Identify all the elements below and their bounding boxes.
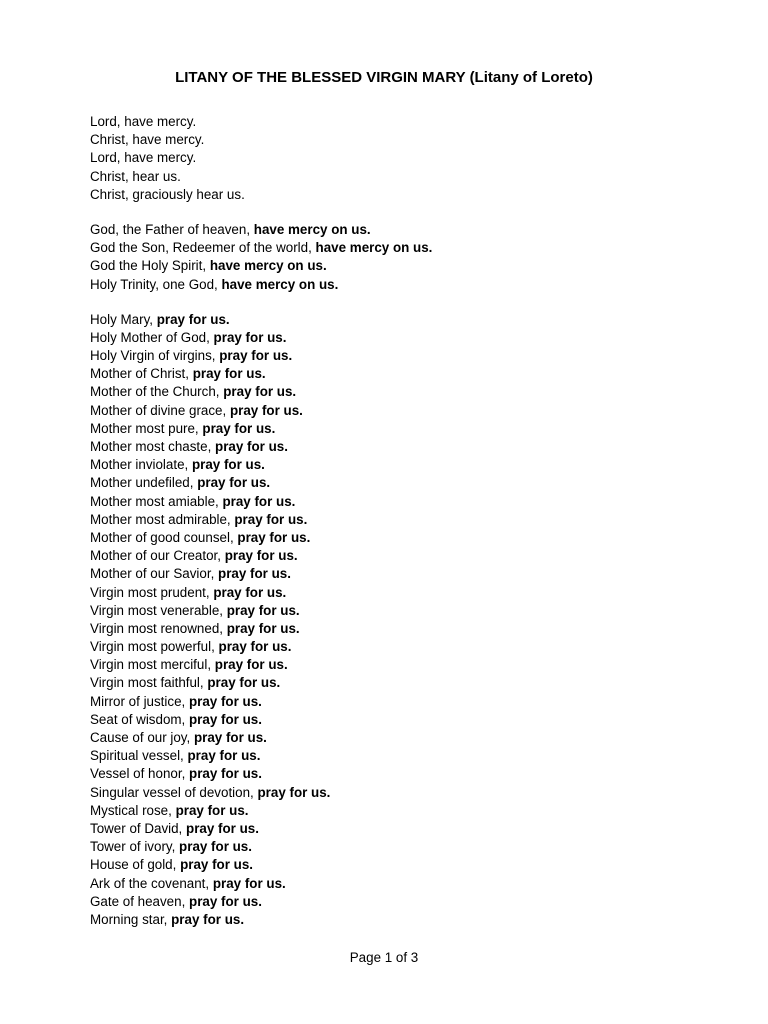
response-text: pray for us. (215, 439, 288, 454)
litany-line (90, 674, 710, 692)
invocation-text: Lord, have mercy. (90, 150, 197, 166)
response-text: pray for us. (226, 602, 300, 618)
response-text: pray for us. (193, 730, 267, 745)
litany-line (90, 365, 710, 383)
invocation-text: Virgin most faithful, (90, 675, 208, 691)
litany-section (90, 311, 710, 929)
invocation-text: Mother of Christ, (90, 366, 193, 382)
invocation-text: Seat of wisdom, (90, 711, 189, 727)
litany-line (90, 511, 710, 529)
response-text: pray for us. (180, 857, 254, 873)
response-text: pray for us. (213, 329, 287, 345)
litany-line (90, 383, 710, 401)
response-text: pray for us. (179, 839, 252, 855)
litany-line (90, 311, 710, 329)
litany-line (90, 802, 710, 820)
response-text: pray for us. (189, 711, 262, 727)
invocation-text: House of gold, (90, 857, 181, 873)
litany-line (90, 493, 710, 511)
litany-line (90, 656, 710, 674)
response-text: pray for us. (224, 548, 298, 564)
invocation-text: Mother of the Church, (90, 384, 224, 400)
invocation-text: Tower of David, (90, 820, 187, 836)
response-text: pray for us. (213, 584, 287, 600)
litany-line (90, 856, 710, 874)
response-text: pray for us. (214, 657, 288, 673)
response-text: pray for us. (175, 802, 249, 818)
invocation-text: Virgin most merciful, (90, 657, 215, 673)
litany-line (90, 620, 710, 638)
invocation-text: Virgin most venerable, (90, 602, 227, 618)
invocation-text: Christ, have mercy. (90, 132, 205, 148)
litany-line (90, 276, 710, 294)
invocation-text: Mirror of justice, (90, 693, 189, 709)
response-text: pray for us. (237, 529, 311, 545)
litany-line (90, 911, 710, 929)
litany-line (90, 402, 710, 420)
litany-line (90, 838, 710, 856)
response-text: pray for us. (226, 620, 300, 636)
litany-body (90, 113, 710, 946)
invocation-text: Mystical rose, (90, 802, 176, 818)
response-text: pray for us. (257, 784, 331, 800)
litany-section (90, 221, 710, 294)
response-text: pray for us. (202, 420, 276, 436)
response-text: pray for us. (189, 893, 262, 909)
litany-line (90, 729, 710, 747)
invocation-text: Mother of divine grace, (90, 402, 230, 418)
response-text: pray for us. (229, 402, 303, 418)
invocation-text: Lord, have mercy. (90, 114, 197, 129)
litany-line (90, 547, 710, 565)
litany-line (90, 602, 710, 620)
litany-line (90, 711, 710, 729)
invocation-text: Holy Mother of God, (90, 329, 214, 345)
litany-line (90, 221, 710, 239)
invocation-text: Virgin most powerful, (90, 639, 219, 655)
litany-line (90, 131, 710, 149)
invocation-text: God the Holy Spirit, (90, 258, 210, 274)
litany-line (90, 347, 710, 365)
litany-line (90, 257, 710, 275)
response-text: pray for us. (234, 511, 308, 527)
invocation-text: Ark of the covenant, (90, 875, 213, 891)
litany-line (90, 529, 710, 547)
invocation-text: Mother undefiled, (90, 475, 198, 491)
response-text: pray for us. (187, 748, 261, 764)
response-text: pray for us. (218, 566, 291, 582)
response-text: pray for us. (186, 820, 259, 836)
litany-line (90, 638, 710, 656)
response-text: pray for us. (218, 639, 292, 655)
invocation-text: Gate of heaven, (90, 893, 190, 909)
invocation-text: Mother most amiable, (90, 493, 223, 509)
invocation-text: God, the Father of heaven, (90, 221, 254, 237)
page-title: LITANY OF THE BLESSED VIRGIN MARY (Litany of Loreto) (175, 69, 593, 86)
litany-line (90, 113, 710, 131)
response-text: pray for us. (223, 384, 297, 400)
litany-line (90, 584, 710, 602)
response-text: have mercy on us. (221, 276, 339, 292)
response-text: pray for us. (207, 675, 281, 691)
response-text: pray for us. (222, 493, 296, 509)
response-text: pray for us. (191, 457, 265, 473)
litany-section (90, 113, 710, 204)
invocation-text: Christ, hear us. (90, 168, 181, 184)
response-text: have mercy on us. (253, 221, 371, 237)
invocation-text: Tower of ivory, (90, 839, 180, 855)
litany-line (90, 456, 710, 474)
response-text: pray for us. (189, 766, 262, 782)
litany-line (90, 765, 710, 783)
invocation-text: Virgin most prudent, (90, 584, 214, 600)
litany-line (90, 149, 710, 167)
litany-line (90, 693, 710, 711)
invocation-text: Holy Virgin of virgins, (90, 348, 220, 364)
litany-line (90, 438, 710, 456)
response-text: pray for us. (188, 693, 262, 709)
invocation-text: Morning star, (90, 911, 172, 927)
invocation-text: Cause of our joy, (90, 730, 194, 745)
litany-line (90, 168, 710, 186)
invocation-text: Holy Trinity, one God, (90, 276, 222, 292)
litany-line (90, 893, 710, 911)
invocation-text: Mother of good counsel, (90, 529, 238, 545)
invocation-text: Mother most chaste, (90, 439, 216, 454)
invocation-text: Singular vessel of devotion, (90, 784, 258, 800)
invocation-text: Mother of our Creator, (90, 548, 225, 564)
response-text: pray for us. (171, 911, 245, 927)
response-text: pray for us. (192, 366, 266, 382)
invocation-text: God the Son, Redeemer of the world, (90, 240, 316, 256)
response-text: pray for us. (197, 475, 271, 491)
response-text: pray for us. (212, 875, 286, 891)
invocation-text: Holy Mary, (90, 311, 157, 327)
invocation-text: Mother most admirable, (90, 511, 235, 527)
response-text: have mercy on us. (315, 240, 433, 256)
litany-line (90, 784, 710, 802)
invocation-text: Mother most pure, (90, 420, 203, 436)
invocation-text: Mother of our Savior, (90, 566, 219, 582)
response-text: pray for us. (156, 311, 230, 327)
litany-line (90, 329, 710, 347)
litany-line (90, 186, 710, 204)
litany-line (90, 474, 710, 492)
response-text: have mercy on us. (209, 258, 327, 274)
invocation-text: Vessel of honor, (90, 766, 190, 782)
invocation-text: Virgin most renowned, (90, 620, 227, 636)
litany-line (90, 239, 710, 257)
page-number-footer: Page 1 of 3 (349, 950, 419, 965)
invocation-text: Spiritual vessel, (90, 748, 188, 764)
litany-line (90, 820, 710, 838)
invocation-text: Mother inviolate, (90, 457, 192, 473)
litany-line (90, 420, 710, 438)
response-text: pray for us. (219, 348, 293, 364)
invocation-text: Christ, graciously hear us. (90, 186, 245, 202)
litany-line (90, 565, 710, 583)
litany-line (90, 747, 710, 765)
litany-line (90, 875, 710, 893)
